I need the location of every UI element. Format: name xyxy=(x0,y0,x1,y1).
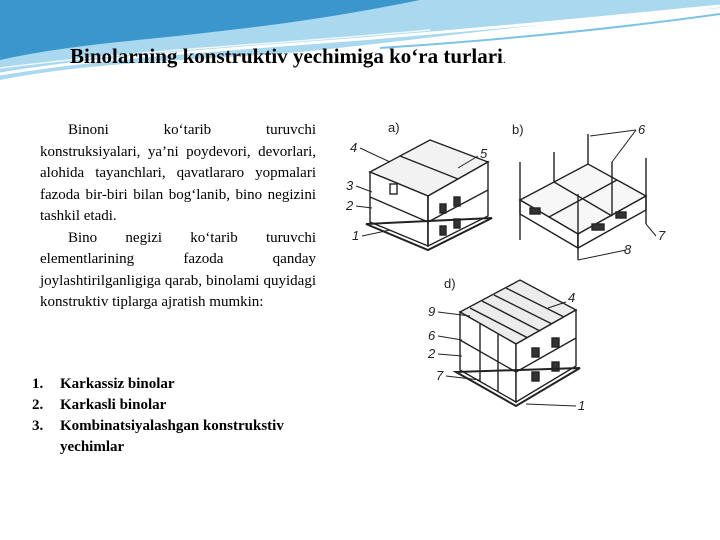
part-number: 1 xyxy=(578,398,586,413)
list-item-text: Kombinatsiyalashgan konstrukstiv yechimlar xyxy=(60,418,284,455)
part-number: 7 xyxy=(436,368,444,383)
body-text xyxy=(40,120,316,314)
building-structures-figure xyxy=(330,112,720,422)
list-item-text: Karkasli binolar xyxy=(60,397,167,413)
list-item-number: 1. xyxy=(32,376,44,392)
part-number: 4 xyxy=(350,140,358,155)
part-number: 6 xyxy=(638,122,646,137)
part-number: 2 xyxy=(428,346,436,361)
slide-title-text: Binolarning konstruktiv yechimiga ko‘ra turlari xyxy=(70,44,503,68)
part-number: 7 xyxy=(658,228,666,243)
list-item xyxy=(32,416,332,458)
body-paragraph-1: Binoni ko‘tarib turuvchi konstruksiyalari, ya’ni poydevori, devorlari, alohida tayanchlari, qavatlararo yopmalari fazoda bir-biri bilan bog‘lanib, bino negizini tashkil etadi. xyxy=(40,122,316,224)
slide-title-suffix: . xyxy=(502,52,506,66)
list-item xyxy=(32,395,332,416)
part-number: 2 xyxy=(346,198,354,213)
figure-label-a: a) xyxy=(388,120,400,135)
frameless-building-drawing xyxy=(366,140,492,250)
list-item xyxy=(32,374,332,395)
figure-label-b: b) xyxy=(512,122,524,137)
list-item-number: 2. xyxy=(32,397,44,413)
list-item-number: 3. xyxy=(32,418,44,434)
figure-label-d: d) xyxy=(444,276,456,291)
body-paragraph-2: Bino negizi ko‘tarib turuvchi elementlarining fazoda qanday joylashtirilganligiga qarab, binolami quyidagi konstruktiv tiplarga ajratish mumkin: xyxy=(40,229,316,310)
part-number: 5 xyxy=(480,146,488,161)
part-number: 8 xyxy=(624,242,632,257)
combined-building-drawing xyxy=(456,280,580,406)
part-number: 4 xyxy=(568,290,576,305)
part-number: 1 xyxy=(352,228,360,243)
list-item-text: Karkassiz binolar xyxy=(60,376,175,392)
construction-type-list xyxy=(32,374,332,458)
part-number: 3 xyxy=(346,178,354,193)
part-number: 6 xyxy=(428,328,436,343)
slide-title xyxy=(70,44,506,69)
part-number: 9 xyxy=(428,304,436,319)
